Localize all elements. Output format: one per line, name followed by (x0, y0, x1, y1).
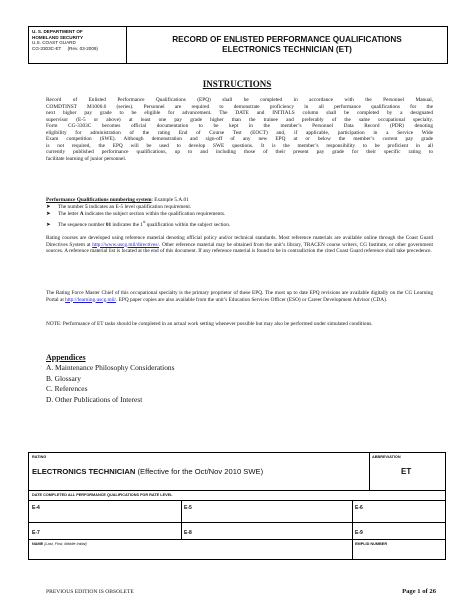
dept-line-2: HOMELAND SECURITY (32, 34, 84, 40)
divider (352, 501, 353, 522)
list-item (46, 219, 230, 229)
appendices-list (46, 363, 175, 405)
form-title-line-1: RECORD OF ENLISTED PERFORMANCE QUALIFICATIONS (172, 34, 402, 44)
rating-value (32, 467, 263, 476)
bullet-text: indicates the 1st qualification within the subject section. (111, 219, 231, 228)
paragraph-line: Exam competition (SWE). Although demonstration and sign-off of any new EPQ at or below the member’s current pay grade (46, 136, 433, 142)
bullet-code: 5 (85, 204, 88, 210)
appendix-item: D. Other Publications of Interest (46, 394, 143, 404)
grade-row (29, 500, 445, 522)
grade-e4-field[interactable]: E-4 (32, 505, 40, 511)
abbreviation-cell (369, 453, 445, 490)
paragraph-text: The Rating Force Master Chief of this occupational specialty is the primary proprietor of these EPQ. The most up to date EPQ revisions are available digitally on the CG Learning Portal at (46, 290, 433, 303)
bullet-code: A (79, 211, 84, 218)
name-label: NAME (32, 542, 44, 546)
agency-name: U.S. COAST GUARD (32, 40, 76, 46)
instructions-paragraph (46, 97, 433, 162)
numbering-label: Performance Qualifications numbering system (46, 197, 152, 203)
page-number: Page 1 of 26 (402, 588, 436, 595)
instructions-heading: INSTRUCTIONS (202, 79, 272, 89)
date-label-row (29, 490, 445, 500)
paragraph-line: next higher pay grade to be eligible for advancement. The DATE and INITIALS column shall be completed by a designated (46, 110, 433, 116)
rating-note: (Effective for the Oct/Nov 2010 SWE) (137, 467, 264, 476)
paragraph-text: . EPQ paper copies are also available from the unit’s Education Services Officer (ESO) or Career Development Advisor (CDA). (116, 296, 388, 303)
paragraph-line: is not required, the EPQ will be used to develop SWE questions. It is the member’s responsibility to be proficient in all (46, 142, 433, 149)
paragraph-line: eligibility for administration of the rating End of Course Test (EOCT) and, if applicable, participation in a Service Wide (46, 129, 433, 136)
divider (352, 540, 353, 560)
arrow-bullet-icon: ➤ (46, 204, 51, 210)
qualification-form (28, 452, 446, 560)
grade-e8-field[interactable]: E-8 (184, 530, 192, 536)
arrow-bullet-icon: ➤ (46, 211, 51, 218)
grade-row (29, 522, 445, 539)
reference-paragraph (46, 235, 433, 255)
appendix-item: C. References (46, 384, 88, 394)
learning-portal-link[interactable]: http://learning.uscg.mil/ (65, 296, 117, 303)
bullet-text: The sequence number (58, 221, 106, 228)
paragraph-line: supervisor (E-5 or above) at least one pay grade higher than the trainee and preferably of the same occupational specialty. (46, 116, 433, 123)
bullet-text: indicates the subject section within the qualification requirements. (83, 211, 226, 218)
abbreviation-label: ABBREVIATION (372, 455, 401, 459)
numbering-list (46, 204, 230, 229)
paragraph-line: currently published performance qualifications, up to and including those of their present pay grade for their specific rating to (46, 149, 433, 155)
form-header (28, 26, 448, 64)
rating-name: ELECTRONICS TECHNICIAN (32, 467, 136, 476)
paragraph-text: . Other reference material may be obtained from the unit’s library, TRACEN course writers, CG Institute, or other government sources. A reference material list is located at the end of this document. If any reference material is found to be in contradiction the cited Coast Guard reference shall take precedence. (46, 241, 433, 254)
obsolete-notice: PREVIOUS EDITION IS OBSOLETE (46, 589, 134, 595)
divider (181, 501, 182, 522)
divider (181, 523, 182, 539)
numbering-value: : Example 5.A.01 (151, 197, 189, 203)
paragraph-line: facilitate learning of junior personnel. (46, 155, 127, 162)
date-completed-label: DATE COMPLETED ALL PERFORMANCE QUALIFICATIONS FOR RATE LEVEL (32, 493, 173, 497)
appendix-item: A. Maintenance Philosophy Considerations (46, 363, 175, 372)
name-hint: (Last, First, Middle Initial) (44, 542, 87, 546)
rating-label: RATING (32, 455, 47, 459)
paragraph-line: Form CG-3303C becomes official documentation to be kept in the member’s Personnel Data Record (PDR) denoting (46, 123, 433, 129)
ordinal-suffix: st (143, 219, 146, 224)
divider (352, 523, 353, 539)
agency-block (29, 27, 127, 63)
grade-e7-field[interactable]: E-7 (32, 530, 40, 536)
proprietor-paragraph (46, 290, 433, 303)
paragraph-text: Rating courses are developed using reference material denoting official policy and/or technical standards. Most reference materials are available online through the Coast Guard Directives System at (46, 235, 433, 248)
form-title (127, 27, 447, 63)
list-item (46, 211, 230, 218)
bullet-text: indicates an E-5 level qualification requirement. (87, 204, 192, 210)
form-id: CG-3303C-ET (Rev. 03-2009) (32, 45, 98, 51)
appendices-heading: Appendices (46, 353, 86, 362)
note-paragraph: NOTE: Performance of ET tasks should be completed in an actual work setting whenever possible but may also be performed under simulated conditions. (46, 321, 373, 327)
emplid-field[interactable]: EMPLID NUMBER (355, 542, 388, 546)
grade-e9-field[interactable]: E-9 (355, 530, 363, 536)
directives-link[interactable]: http://www.uscg.mil/directives/ (92, 241, 159, 248)
name-row (29, 539, 445, 559)
grade-e6-field[interactable]: E-6 (355, 505, 363, 511)
paragraph-line: COMDTINST M1000.6 (series). Personnel are required to demonstrate proficiency in all performance qualifications for the (46, 103, 433, 110)
appendix-item: B. Glossary (46, 373, 81, 383)
name-field[interactable] (32, 542, 87, 546)
bullet-text: The number (58, 204, 86, 210)
abbreviation-value: ET (401, 467, 412, 476)
form-title-line-2: ELECTRONICS TECHNICIAN (ET) (222, 45, 352, 54)
grade-e5-field[interactable]: E-5 (184, 505, 192, 511)
arrow-bullet-icon: ➤ (46, 221, 51, 228)
bullet-code: 01 (105, 221, 112, 228)
bullet-text: The letter (58, 211, 80, 218)
numbering-example (46, 197, 189, 204)
dept-line-1: U. S. DEPARTMENT OF (32, 29, 83, 34)
paragraph-line: Record of Enlisted Performance Qualifications (EPQ) shall be completed in accordance with the Personnel Manual, (46, 97, 433, 103)
